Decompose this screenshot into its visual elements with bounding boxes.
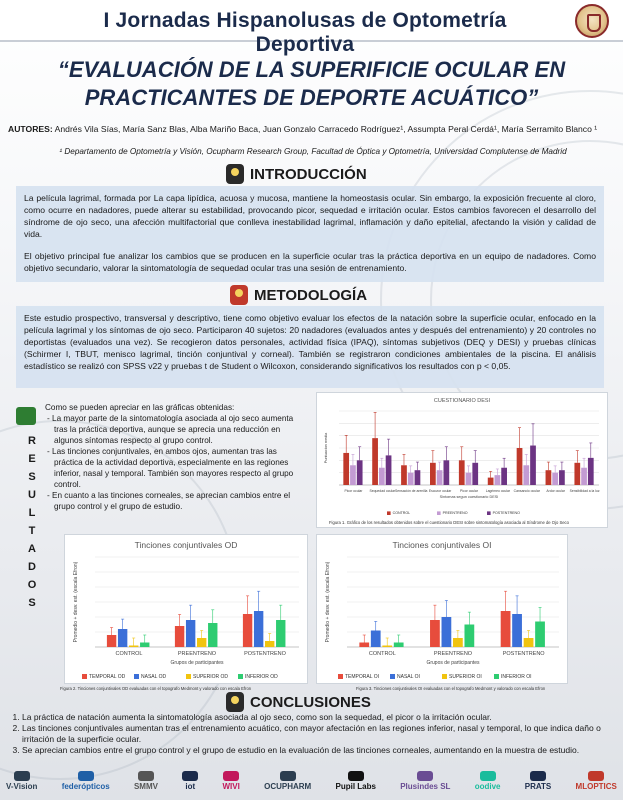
checklist-icon — [226, 692, 244, 712]
results-letter: S — [28, 597, 36, 609]
bar — [208, 623, 217, 647]
category-label: Cansancio ocular — [513, 489, 540, 493]
results-vertical-label — [24, 434, 40, 610]
bar — [415, 470, 421, 485]
legend-label: TEMPORAL OD — [89, 674, 126, 680]
bar — [523, 465, 529, 485]
category-label: CONTROL — [115, 651, 143, 657]
intro-paragraph-2: El objetivo principal fue analizar los cambios que se producen en la superficie ocular tras la práctica deportiva en un equipo de nadadores. Como objetivo secundario, valorar la sintomatología de sequedad ocular tras una sesión de entrenamiento. — [24, 251, 596, 273]
sponsor-logo — [134, 771, 158, 791]
bar — [243, 614, 252, 647]
legend-swatch — [238, 674, 243, 679]
bar — [394, 643, 404, 648]
sponsor-logo-icon — [78, 771, 94, 781]
y-axis-label: Promedio + desv. est. (escala Efron) — [73, 561, 79, 643]
results-intro: Como se pueden apreciar en las gráficas obtenidas: — [45, 403, 235, 412]
y-axis-label: Promedio + desv. est. (escala Efron) — [325, 561, 331, 643]
category-label: POSTENTRENO — [244, 651, 286, 657]
sponsor-logo — [400, 771, 450, 791]
bar — [530, 446, 536, 485]
intro-box — [16, 186, 604, 282]
authors-list: Andrés Vila Sías, María Sanz Blas, Alba Mariño Baca, Juan Gonzalo Carracedo Rodríguez¹, Assumpta Peral Cerdá¹, María Serramito Blanco ¹ — [54, 124, 598, 134]
sponsor-logo — [335, 771, 375, 791]
sponsor-logo-icon — [588, 771, 604, 781]
gear-brain-icon — [230, 285, 248, 305]
legend-swatch — [487, 511, 491, 515]
sponsor-logo-icon — [530, 771, 546, 781]
lightbulb-icon — [226, 164, 244, 184]
bar — [443, 460, 449, 485]
bar — [379, 468, 385, 485]
sponsor-logo-name: V-Vision — [6, 782, 38, 791]
legend-swatch — [494, 674, 499, 679]
bar — [524, 638, 534, 647]
bar — [552, 473, 558, 485]
bar — [517, 448, 523, 485]
x-axis-label: Grupos de participantes — [170, 660, 224, 666]
intro-title: INTRODUCCIÓN — [250, 165, 367, 183]
sponsor-logo-name: Plusindes SL — [400, 782, 451, 791]
authors — [8, 123, 618, 135]
sponsor-logo-icon — [14, 771, 30, 781]
x-axis-label: Sintomas segun cuestionario DESI — [439, 495, 499, 499]
bar — [466, 473, 472, 485]
method-box — [16, 306, 604, 388]
legend-swatch — [82, 674, 87, 679]
conclusion-item: 1. La práctica de natación aumenta la sintomatología asociada al ojo seco, como son la sequedad, el picor o la irritación ocular. — [22, 712, 612, 723]
sponsor-logo-name: iot — [185, 782, 196, 791]
legend-swatch — [390, 674, 395, 679]
y-axis-label: Puntuacion media — [324, 432, 328, 464]
legend-label: INFERIOR OI — [501, 674, 532, 680]
conclusions-title: CONCLUSIONES — [250, 693, 371, 711]
bar — [357, 460, 363, 485]
sponsor-logo-icon — [182, 771, 198, 781]
legend-swatch — [186, 674, 191, 679]
sponsor-logo — [525, 771, 552, 791]
results-letter: L — [28, 507, 36, 519]
sponsor-logo — [6, 771, 37, 791]
bar — [350, 465, 356, 485]
chart-desi-caption: Figura 1. Gráfico de los resultados obtenidos sobre el cuestionario DESI sobre sintomatología asociada al Síndrome de Ojo Seco — [329, 520, 569, 525]
category-label: PREENTRENO — [177, 651, 217, 657]
bar — [371, 631, 381, 648]
sponsor-logo — [475, 771, 501, 791]
category-label: Sensación de arenilla — [395, 489, 428, 493]
sponsor-logo-name: oodive — [474, 782, 501, 791]
x-axis-label: Grupos de participantes — [426, 660, 480, 666]
sponsor-logo — [576, 771, 617, 791]
legend-label: POSTENTRENO — [492, 511, 520, 515]
bar — [118, 629, 127, 647]
intro-paragraph-1: La película lagrimal, formada por La capa lipídica, acuosa y mucosa, mantiene la homeostasis ocular. Sin embargo, la exposición frecuente al cloro, como ocurre en nadadores, puede alterar su estabilidad, provocando picor, sequedad e irritación ocular. Estos cambios favorecen el desarrollo del síndrome de ojo seco, una afección multifactorial que conlleva inestabilidad lagrimal, inflamación y daño epitelial, afectando la visión y calidad de vida. — [24, 193, 596, 239]
sponsor-logo-icon — [138, 771, 154, 781]
bar — [488, 478, 494, 485]
sponsor-logo — [264, 771, 311, 791]
bar — [386, 455, 392, 485]
bar — [430, 463, 436, 485]
bar — [442, 617, 452, 647]
legend-label: PREENTRENO — [442, 511, 468, 515]
sponsor-logo-icon — [417, 771, 433, 781]
results-bullet: - Las tinciones conjuntivales, en ambos ojos, aumentan tras las práctica de la actividad deportiva, especialmente en las regiones inferior, nasal y temporal. También son mayores respecto al grupo control. — [45, 446, 305, 490]
category-label: POSTENTRENO — [502, 651, 545, 657]
bar — [535, 622, 545, 648]
university-crest-icon — [575, 4, 609, 38]
sponsor-logo-name: SMMV — [133, 782, 158, 791]
header-bar — [0, 0, 623, 56]
bar — [501, 611, 511, 647]
bar — [581, 468, 587, 485]
results-letter: T — [28, 525, 36, 537]
chart-od-caption: Figura 2. Tinciones conjuntivales OD evaluadas con el topografo Medmont y valorado con escala Efron — [60, 686, 252, 691]
sponsor-logo-icon — [348, 771, 364, 781]
method-paragraph: Este estudio prospectivo, transversal y descriptivo, tiene como objetivo evaluar los efectos de la natación sobre la superficie ocular, enfocado en la película lagrimal y los síntomas de ojo seco. Participaron 40 sujetos: 20 nadadores (evaluados antes y después del entrenamiento) y 20 controles no deportistas (evaluados una vez). Se recogieron datos personales, actividad física (IPAQ), síntomas subjetivos (DEQ y DESI) y pruebas clínicas (Schirmer I, TBUT, menisco lagrimal, tinción conjuntival y corneal). También se registraron condiciones ambientales de la piscina. El análisis estadístico se realizó con SPSS v22 y pruebas t de Student o Wilcoxon, considerando significativos los resultados con p < 0,05. — [24, 313, 596, 371]
bar — [401, 465, 407, 485]
bar — [343, 453, 349, 485]
sponsor-logo-name: WIVI — [222, 782, 240, 791]
legend-label: CONTROL — [392, 511, 411, 515]
poster-title-line1: “EVALUACIÓN DE LA SUPERIFICIE OCULAR EN — [57, 57, 566, 82]
bar — [472, 463, 478, 485]
bar — [140, 643, 149, 648]
bar — [588, 458, 594, 485]
chart-oi-caption: Figura 3. Tinciones conjuntivales OI evaluadas con el topografo Medmont y valorado con escala Efron — [356, 686, 546, 691]
results-letter: A — [28, 543, 36, 555]
chart-oi — [317, 535, 567, 683]
conclusion-item: 3. Se aprecian cambios entre el grupo control y el grupo de estudio en la evaluación de las tinciones corneales, aumentando en la muestra de estudio. — [22, 745, 612, 756]
bar — [453, 638, 463, 647]
bar — [107, 635, 116, 647]
category-label: PREENTRENO — [433, 651, 473, 657]
authors-label: AUTORES: — [8, 124, 53, 134]
results-text — [45, 402, 305, 512]
category-label: Sensibilidad a la luz — [569, 489, 600, 493]
chart-od — [65, 535, 307, 683]
results-bullet: - En cuanto a las tinciones corneales, se aprecian cambios entre el grupo control y el grupo de estudio. — [45, 490, 305, 512]
bar — [408, 473, 414, 485]
legend-label: NASAL OD — [141, 674, 167, 680]
legend-label: NASAL OI — [397, 674, 420, 680]
sponsor-logo — [62, 771, 110, 791]
poster-title-line2: PRACTICANTES DE DEPORTE ACUÁTICO” — [84, 85, 539, 110]
bar — [574, 463, 580, 485]
bar — [559, 470, 565, 485]
bar — [459, 460, 465, 485]
chart-title: CUESTIONARIO DESI — [433, 398, 491, 404]
bar — [495, 475, 501, 485]
affiliation: ¹ Departamento de Optometría y Visión, Ocupharm Research Group, Facultad de Óptica y Optometría, Universidad Complutense de Madrid — [59, 147, 567, 156]
legend-swatch — [442, 674, 447, 679]
category-label: Escozor ocular — [428, 489, 452, 493]
legend-label: SUPERIOR OD — [193, 674, 229, 680]
legend-swatch — [387, 511, 391, 515]
sponsor-logo-icon — [223, 771, 239, 781]
bar — [359, 643, 369, 648]
conclusions-list — [12, 712, 612, 756]
bar — [276, 620, 285, 647]
sponsor-logo-name: PRATS — [524, 782, 552, 791]
bar — [197, 638, 206, 647]
method-heading — [230, 285, 367, 305]
results-letter: R — [28, 435, 36, 447]
bar — [175, 626, 184, 647]
results-letter: D — [28, 561, 36, 573]
results-letter: U — [28, 489, 36, 501]
sponsor-logo — [182, 771, 198, 791]
method-title: METODOLOGÍA — [254, 286, 368, 304]
chart-desi — [317, 393, 607, 517]
category-label: Picor ocular — [460, 489, 478, 493]
bar — [382, 646, 392, 648]
chart-oi-card — [316, 534, 568, 684]
sponsor-logo-name: Pupil Labs — [335, 782, 376, 791]
chart-title: Tinciones conjuntivales OD — [134, 540, 238, 550]
poster-title — [20, 56, 603, 112]
legend-label: INFERIOR OD — [245, 674, 278, 680]
conference-title: I Jornadas Hispanolusas de Optometría Deportiva — [103, 9, 507, 56]
chart-title: Tinciones conjuntivales OI — [392, 540, 492, 550]
results-icon — [16, 407, 36, 425]
results-bullet: - La mayor parte de la sintomatología asociada al ojo seco aumenta tras la práctica deportiva, aunque se aprecia una reducción en algunos síntomas respecto al grupo control. — [45, 413, 305, 446]
legend-label: SUPERIOR OI — [449, 674, 482, 680]
results-bullets — [45, 413, 305, 512]
category-label: Ardor ocular — [546, 489, 565, 493]
conclusion-item: 2. Las tinciones conjuntivales aumentan tras el entrenamiento acuático, con mayor afectación en las regiones inferior, nasal y temporal, lo que indica daño o irritación de la superficie ocular. — [22, 723, 612, 745]
sponsor-logo-name: MLOPTICS — [575, 782, 617, 791]
chart-od-card — [64, 534, 308, 684]
results-letter: S — [28, 471, 36, 483]
bar — [512, 614, 522, 647]
legend-swatch — [338, 674, 343, 679]
bar — [372, 438, 378, 485]
bar — [437, 470, 443, 485]
legend-label: TEMPORAL OI — [345, 674, 379, 680]
results-letter: E — [28, 453, 36, 465]
category-label: Lagrimeo ocular — [485, 489, 511, 493]
results-letter: O — [27, 579, 37, 591]
conclusions-heading — [226, 692, 371, 712]
category-label: Sequedad ocular — [369, 489, 396, 493]
bar — [129, 646, 138, 648]
sponsor-logo-bar — [0, 762, 623, 800]
bar — [546, 470, 552, 485]
bar — [265, 641, 274, 647]
sponsor-logo-name: federópticos — [61, 782, 110, 791]
category-label: CONTROL — [368, 651, 396, 657]
bar — [254, 611, 263, 647]
bar — [430, 620, 440, 647]
sponsor-logo-name: OCUPHARM — [264, 782, 312, 791]
sponsor-logo-icon — [480, 771, 496, 781]
sponsor-logo-icon — [280, 771, 296, 781]
intro-heading — [226, 164, 367, 184]
bar — [186, 620, 195, 647]
legend-swatch — [134, 674, 139, 679]
legend-swatch — [437, 511, 441, 515]
sponsor-logo — [223, 771, 240, 791]
chart-desi-card — [316, 392, 608, 528]
bar — [464, 625, 474, 648]
category-label: Picor ocular — [344, 489, 363, 493]
bar — [501, 468, 507, 485]
